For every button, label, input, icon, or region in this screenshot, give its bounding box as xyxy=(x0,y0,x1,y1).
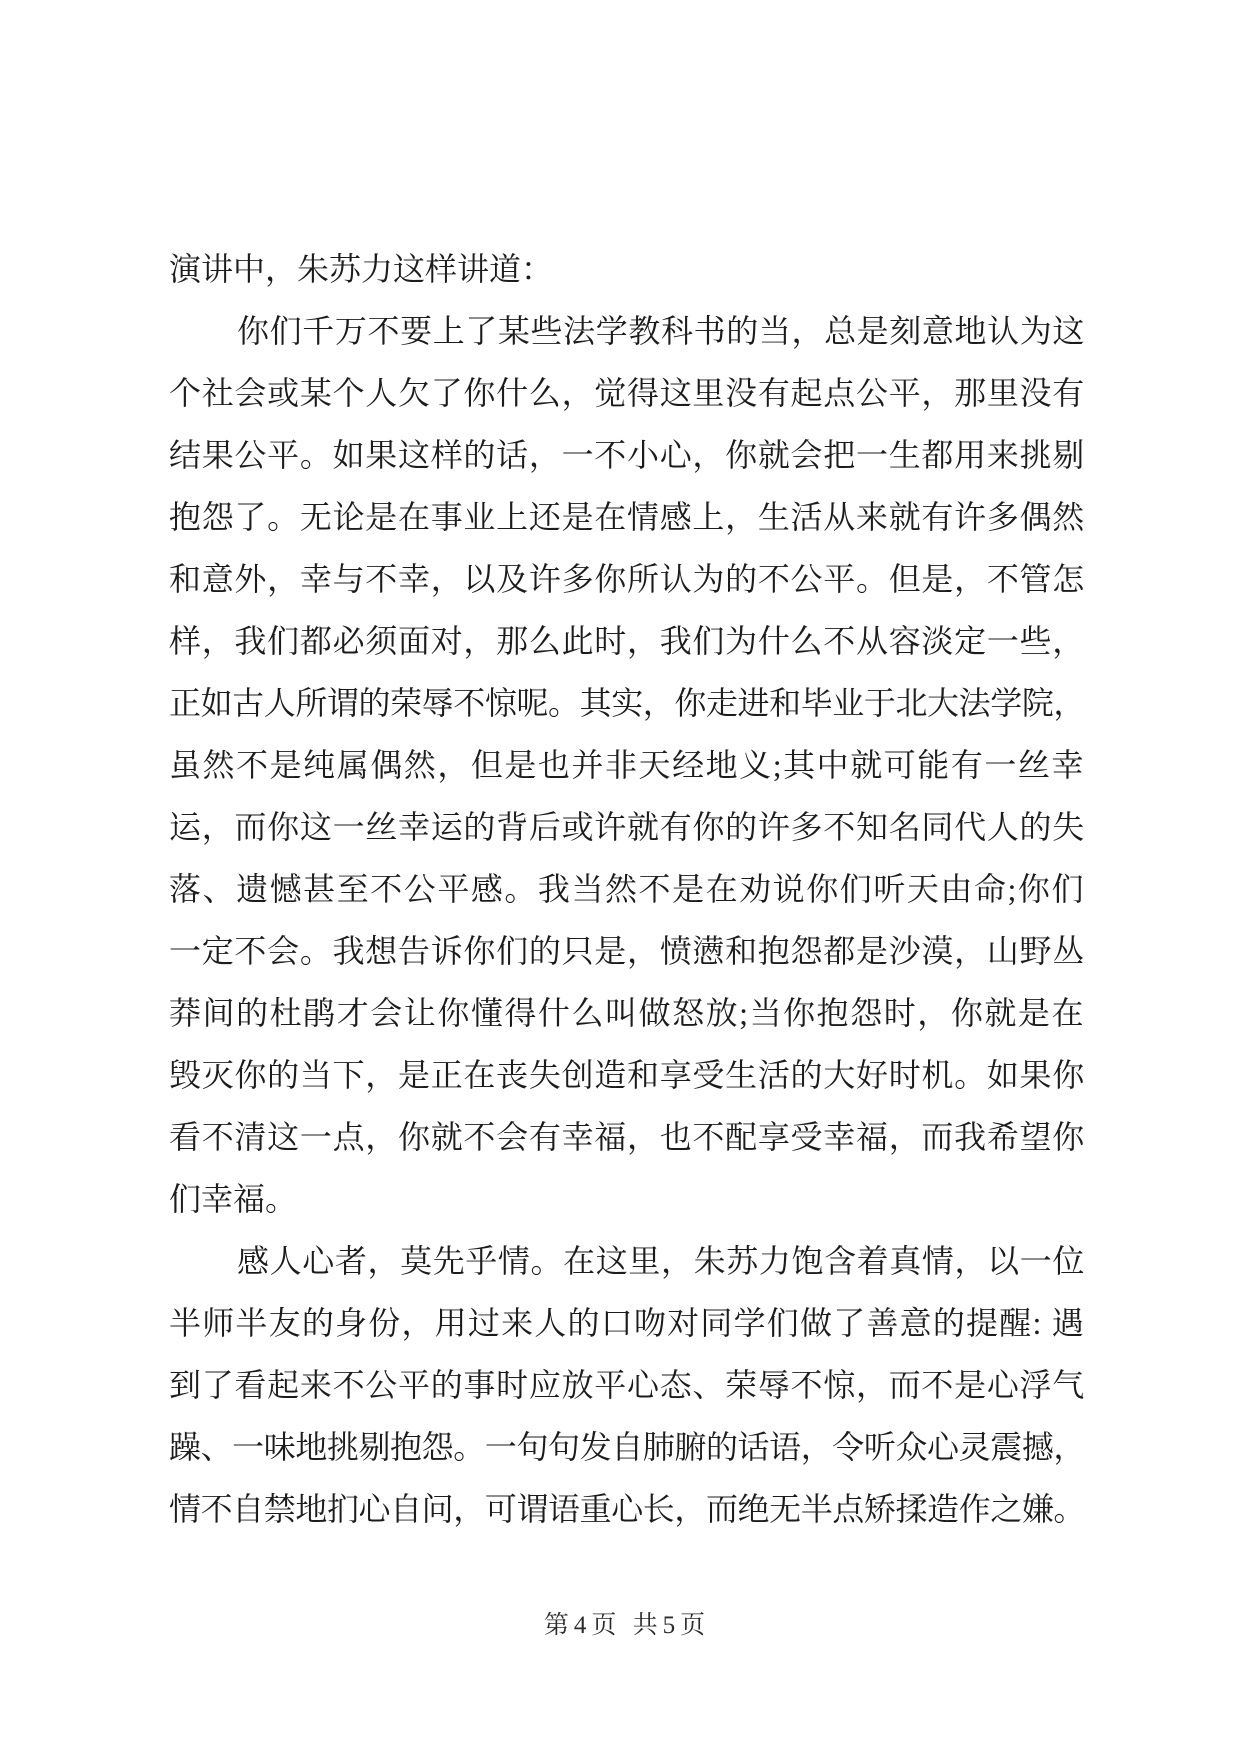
text-line-content: 演讲中，朱苏力这样讲道： xyxy=(169,251,554,287)
text-line-content: 半师半友的身份，用过来人的口吻对同学们做了善意的提醒: 遇 xyxy=(169,1305,1085,1341)
text-line xyxy=(169,1106,1085,1168)
text-line-content: 感人心者，莫先乎情。在这里，朱苏力饱含着真情，以一位 xyxy=(237,1243,1085,1279)
text-line xyxy=(169,610,1085,672)
text-line xyxy=(169,300,1085,362)
text-line xyxy=(169,982,1085,1044)
text-line xyxy=(169,1292,1085,1354)
text-line xyxy=(169,424,1085,486)
text-line xyxy=(169,1044,1085,1106)
text-line-content: 和意外，幸与不幸，以及许多你所认为的不公平。但是，不管怎 xyxy=(169,561,1085,597)
text-line xyxy=(169,672,1085,734)
text-line-content: 一定不会。我想告诉你们的只是，愤懑和抱怨都是沙漠，山野丛 xyxy=(169,933,1085,969)
text-line xyxy=(169,548,1085,610)
text-line-content: 虽然不是纯属偶然，但是也并非天经地义;其中就可能有一丝幸 xyxy=(169,747,1085,783)
text-line-content: 个社会或某个人欠了你什么，觉得这里没有起点公平，那里没有 xyxy=(169,375,1085,411)
text-line-content: 你们千万不要上了某些法学教科书的当，总是刻意地认为这 xyxy=(237,313,1085,349)
text-line xyxy=(169,486,1085,548)
text-line xyxy=(169,858,1085,920)
text-line-content: 到了看起来不公平的事时应放平心态、荣辱不惊，而不是心浮气 xyxy=(169,1367,1085,1403)
text-line-content: 毁灭你的当下，是正在丧失创造和享受生活的大好时机。如果你 xyxy=(169,1057,1085,1093)
text-line xyxy=(169,1416,1085,1478)
text-line xyxy=(169,362,1085,424)
page-footer xyxy=(169,1606,1085,1646)
text-line-content: 情不自禁地扪心自问，可谓语重心长，而绝无半点矫揉造作之嫌。 xyxy=(169,1491,1085,1527)
text-line xyxy=(169,1478,1085,1540)
paragraph xyxy=(169,300,1085,1230)
paragraph xyxy=(169,238,1085,300)
text-line xyxy=(169,1354,1085,1416)
text-line xyxy=(169,1230,1085,1292)
text-line-content: 抱怨了。无论是在事业上还是在情感上，生活从来就有许多偶然 xyxy=(169,499,1085,535)
text-line-content: 结果公平。如果这样的话，一不小心，你就会把一生都用来挑剔 xyxy=(169,437,1085,473)
text-line xyxy=(169,238,1085,300)
text-line xyxy=(169,920,1085,982)
paragraph xyxy=(169,1230,1085,1540)
text-line xyxy=(169,734,1085,796)
text-line-content: 们幸福。 xyxy=(169,1181,298,1217)
text-line-content: 正如古人所谓的荣辱不惊呢。其实，你走进和毕业于北大法学院， xyxy=(169,685,1085,721)
text-line-content: 躁、一味地挑剔抱怨。一句句发自肺腑的话语，令听众心灵震撼， xyxy=(169,1429,1085,1465)
document-body xyxy=(169,238,1085,1540)
text-line-content: 莽间的杜鹃才会让你懂得什么叫做怒放;当你抱怨时，你就是在 xyxy=(169,995,1085,1031)
text-line-content: 落、遗憾甚至不公平感。我当然不是在劝说你们听天由命;你们 xyxy=(169,871,1085,907)
text-line xyxy=(169,796,1085,858)
page-number-label: 第4页 共5页 xyxy=(543,1612,711,1639)
text-line-content: 样，我们都必须面对，那么此时，我们为什么不从容淡定一些， xyxy=(169,623,1085,659)
text-line-content: 运，而你这一丝幸运的背后或许就有你的许多不知名同代人的失 xyxy=(169,809,1085,845)
text-line xyxy=(169,1168,1085,1230)
text-line-content: 看不清这一点，你就不会有幸福，也不配享受幸福，而我希望你 xyxy=(169,1119,1085,1155)
